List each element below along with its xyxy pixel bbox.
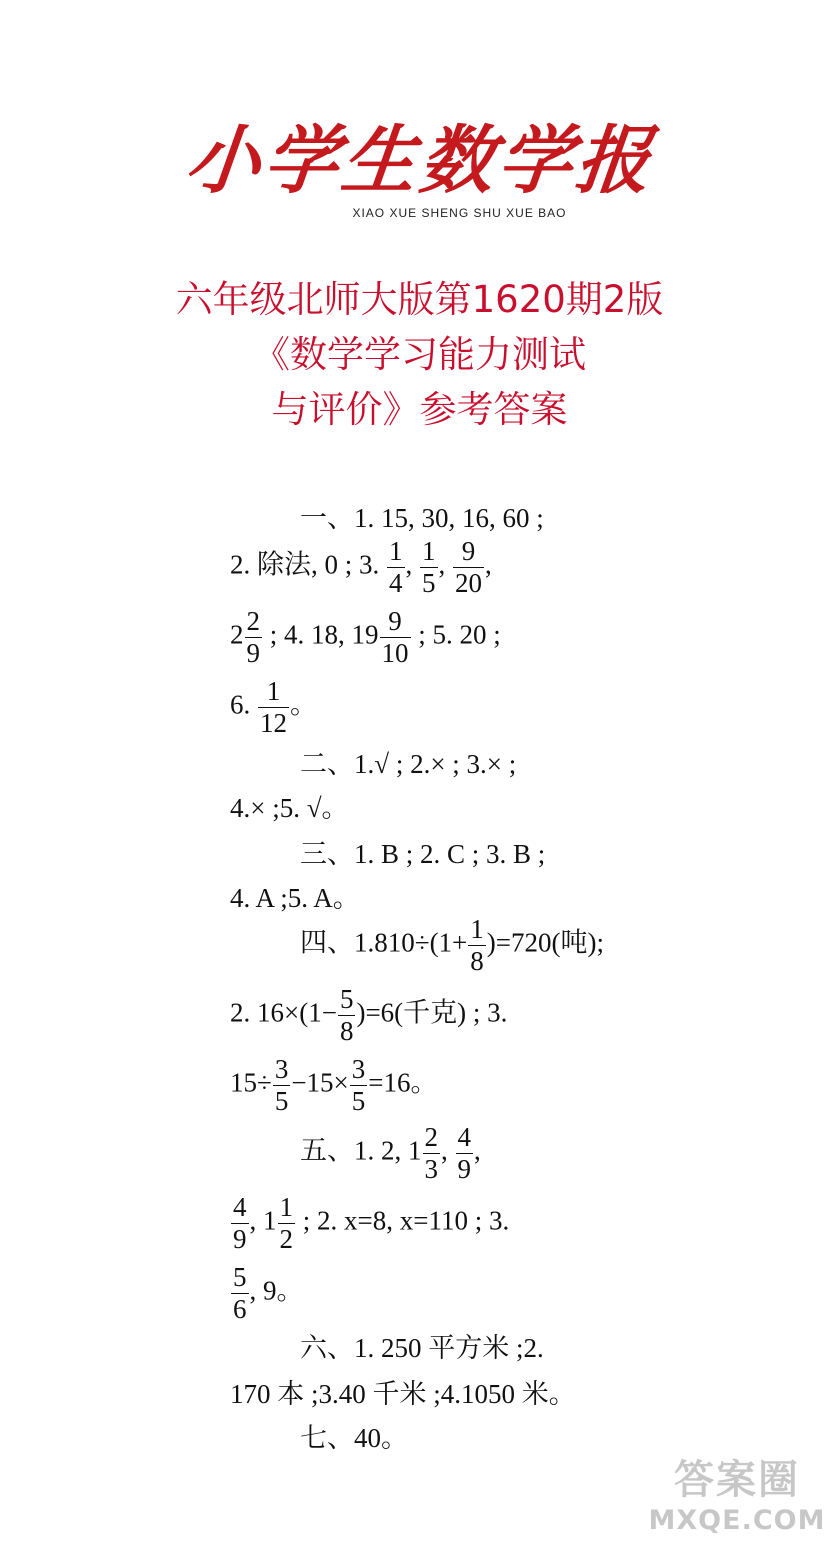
watermark-logo: 答案圈 <box>674 1457 800 1503</box>
answer-line: 4. A ;5. A。 <box>230 883 360 913</box>
fraction: $\frac{4}{9}$ <box>457 1122 471 1184</box>
watermark <box>647 1448 827 1536</box>
answer-line: 4.× ;5. √。 <box>230 793 349 823</box>
fraction: $\frac{1}{8}$ <box>470 914 484 976</box>
page-title <box>0 272 839 437</box>
fraction: $\frac{5}{6}$ <box>233 1262 247 1324</box>
watermark-url: MXQE.COM <box>648 1505 826 1536</box>
answer-line: 2 $\frac{2}{9}$ ; 4. 18, 19 $\frac{9}{10}$ ; 5. 20 ; <box>230 606 501 668</box>
title-line-2: 《数学学习能力测试 <box>253 333 586 376</box>
answer-line: 五、1. 2, 1 $\frac{2}{3}$ , $\frac{4}{9}$ , <box>300 1122 481 1184</box>
fraction: $\frac{1}{12}$ <box>260 676 287 738</box>
answer-line: 二、1.√ ; 2.× ; 3.× ; <box>300 749 517 779</box>
fraction: $\frac{1}{4}$ <box>389 536 403 598</box>
masthead-logo <box>0 118 839 220</box>
answer-line: $\frac{4}{9}$ , 1 $\frac{1}{2}$ ; 2. x=8, x=110 ; 3. <box>233 1192 510 1254</box>
answer-line: 一、1. 15, 30, 16, 60 ; <box>300 503 544 533</box>
fraction: $\frac{4}{9}$ <box>233 1192 247 1254</box>
fraction: $\frac{2}{9}$ <box>246 606 260 668</box>
title-line-3: 与评价》参考答案 <box>271 388 568 431</box>
answer-line: 15÷ $\frac{3}{5}$ −15× $\frac{3}{5}$ =16。 <box>230 1054 438 1116</box>
fraction: $\frac{2}{3}$ <box>424 1122 438 1184</box>
fraction: $\frac{3}{5}$ <box>274 1054 289 1116</box>
answer-line: 2. 除法, 0 ; 3. $\frac{1}{4}$ , $\frac{1}{5}$ , $\frac{9}{20}$ , <box>230 536 492 598</box>
answer-line: 七、40。 <box>300 1423 408 1453</box>
fraction: $\frac{3}{5}$ <box>351 1054 366 1116</box>
title-line-1: 六年级北师大版第1620期2版 <box>175 278 664 321</box>
logo-title: 小学生数学报 <box>180 118 659 204</box>
answer-line: 170 本 ;3.40 千米 ;4.1050 米。 <box>230 1379 576 1409</box>
answer-line: $\frac{5}{6}$ , 9。 <box>233 1262 304 1324</box>
fraction: $\frac{1}{2}$ <box>279 1192 293 1254</box>
fraction: $\frac{1}{5}$ <box>422 536 436 598</box>
fraction: $\frac{9}{20}$ <box>455 536 483 598</box>
answer-line: 六、1. 250 平方米 ;2. <box>300 1333 544 1363</box>
logo-pinyin: XIAO XUE SHENG SHU XUE BAO <box>352 206 567 220</box>
fraction: $\frac{9}{10}$ <box>381 606 409 668</box>
answer-line: 三、1. B ; 2. C ; 3. B ; <box>300 839 546 869</box>
fraction: $\frac{5}{8}$ <box>339 984 354 1046</box>
answer-line: 6. $\frac{1}{12}$ 。 <box>230 676 317 738</box>
answer-line: 2. 16×(1− $\frac{5}{8}$ )=6(千克) ; 3. <box>230 984 508 1046</box>
answer-line: 四、1.810÷(1+ $\frac{1}{8}$ )=720(吨); <box>300 914 604 976</box>
